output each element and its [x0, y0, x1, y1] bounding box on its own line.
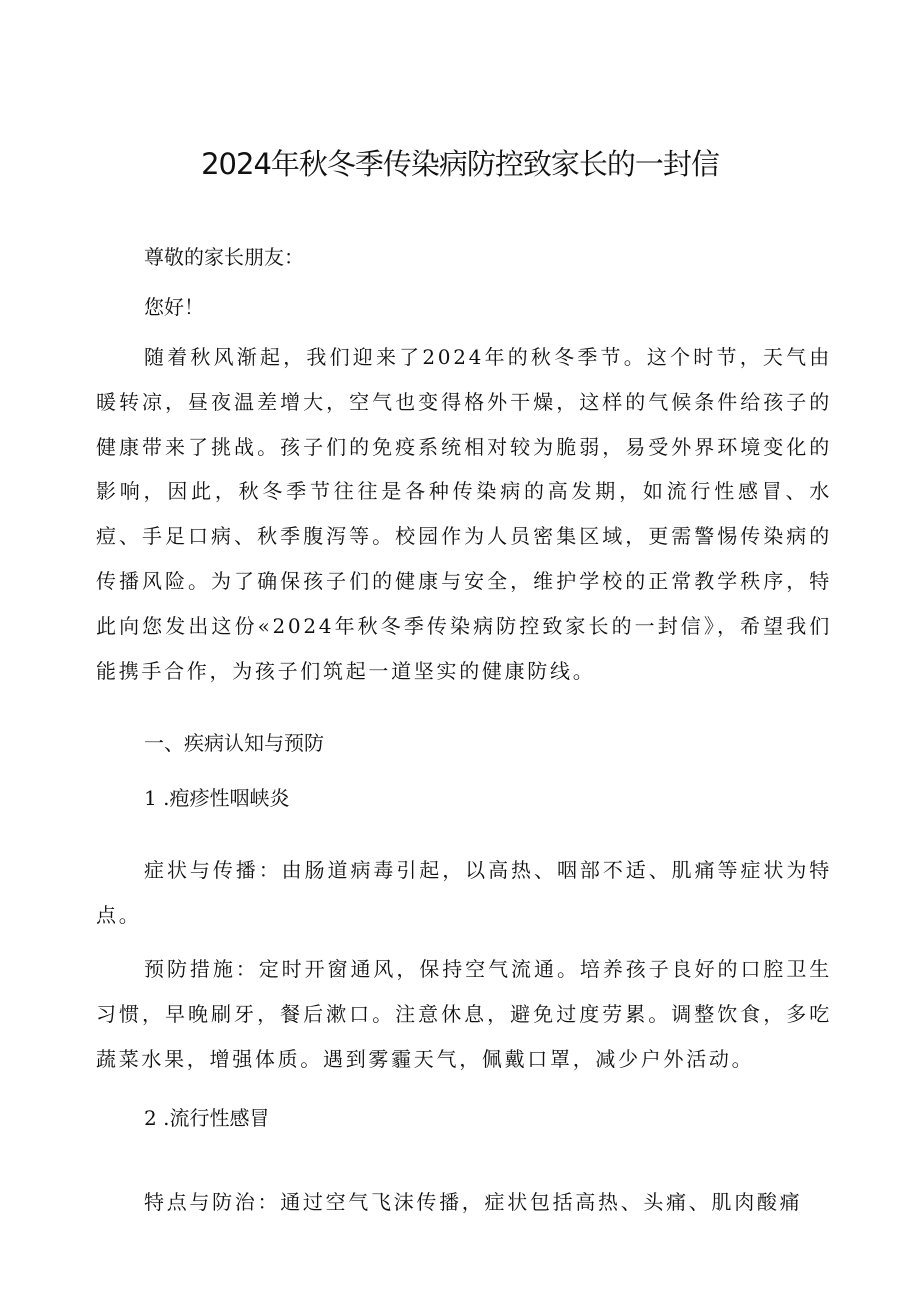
item-2-heading: 2 .流行性感冒 [144, 1106, 270, 1130]
section-heading-1: 一、疾病认知与预防 [144, 731, 324, 755]
salutation: 尊敬的家长朋友： [144, 245, 304, 269]
document-title: 2024年秋冬季传染病防控致家长的一封信 [201, 147, 719, 181]
item-1-prevention-paragraph: 预防措施：定时开窗通风，保持空气流通。培养孩子良好的口腔卫生习惯，早晚刷牙，餐后漱口。注意休息，避免过度劳累。调整饮食，多吃蔬菜水果，增强体质。遇到雾霾天气，佩戴口罩，减少户外活动。 [96, 957, 832, 1071]
item-1-heading: 1 .疱疹性咽峡炎 [144, 786, 290, 810]
greeting: 您好！ [144, 295, 204, 319]
intro-paragraph: 随着秋风渐起，我们迎来了2024年的秋冬季节。这个时节，天气由暖转凉，昼夜温差增大，空气也变得格外干燥，这样的气候条件给孩子的健康带来了挑战。孩子们的免疫系统相对较为脆弱，易受外界环境变化的影响，因此，秋冬季节往往是各种传染病的高发期，如流行性感冒、水痘、手足口病、秋季腹泻等。校园作为人员密集区域，更需警惕传染病的传播风险。为了确保孩子们的健康与安全，维护学校的正常教学秩序，特此向您发出这份«2024年秋冬季传染病防控致家长的一封信》，希望我们能携手合作，为孩子们筑起一道坚实的健康防线。 [96, 345, 832, 683]
item-2-features-paragraph: 特点与防治：通过空气飞沫传播，症状包括高热、头痛、肌肉酸痛 [144, 1190, 803, 1214]
item-1-symptoms-paragraph: 症状与传播：由肠道病毒引起，以高热、咽部不适、肌痛等症状为特点。 [96, 858, 832, 927]
